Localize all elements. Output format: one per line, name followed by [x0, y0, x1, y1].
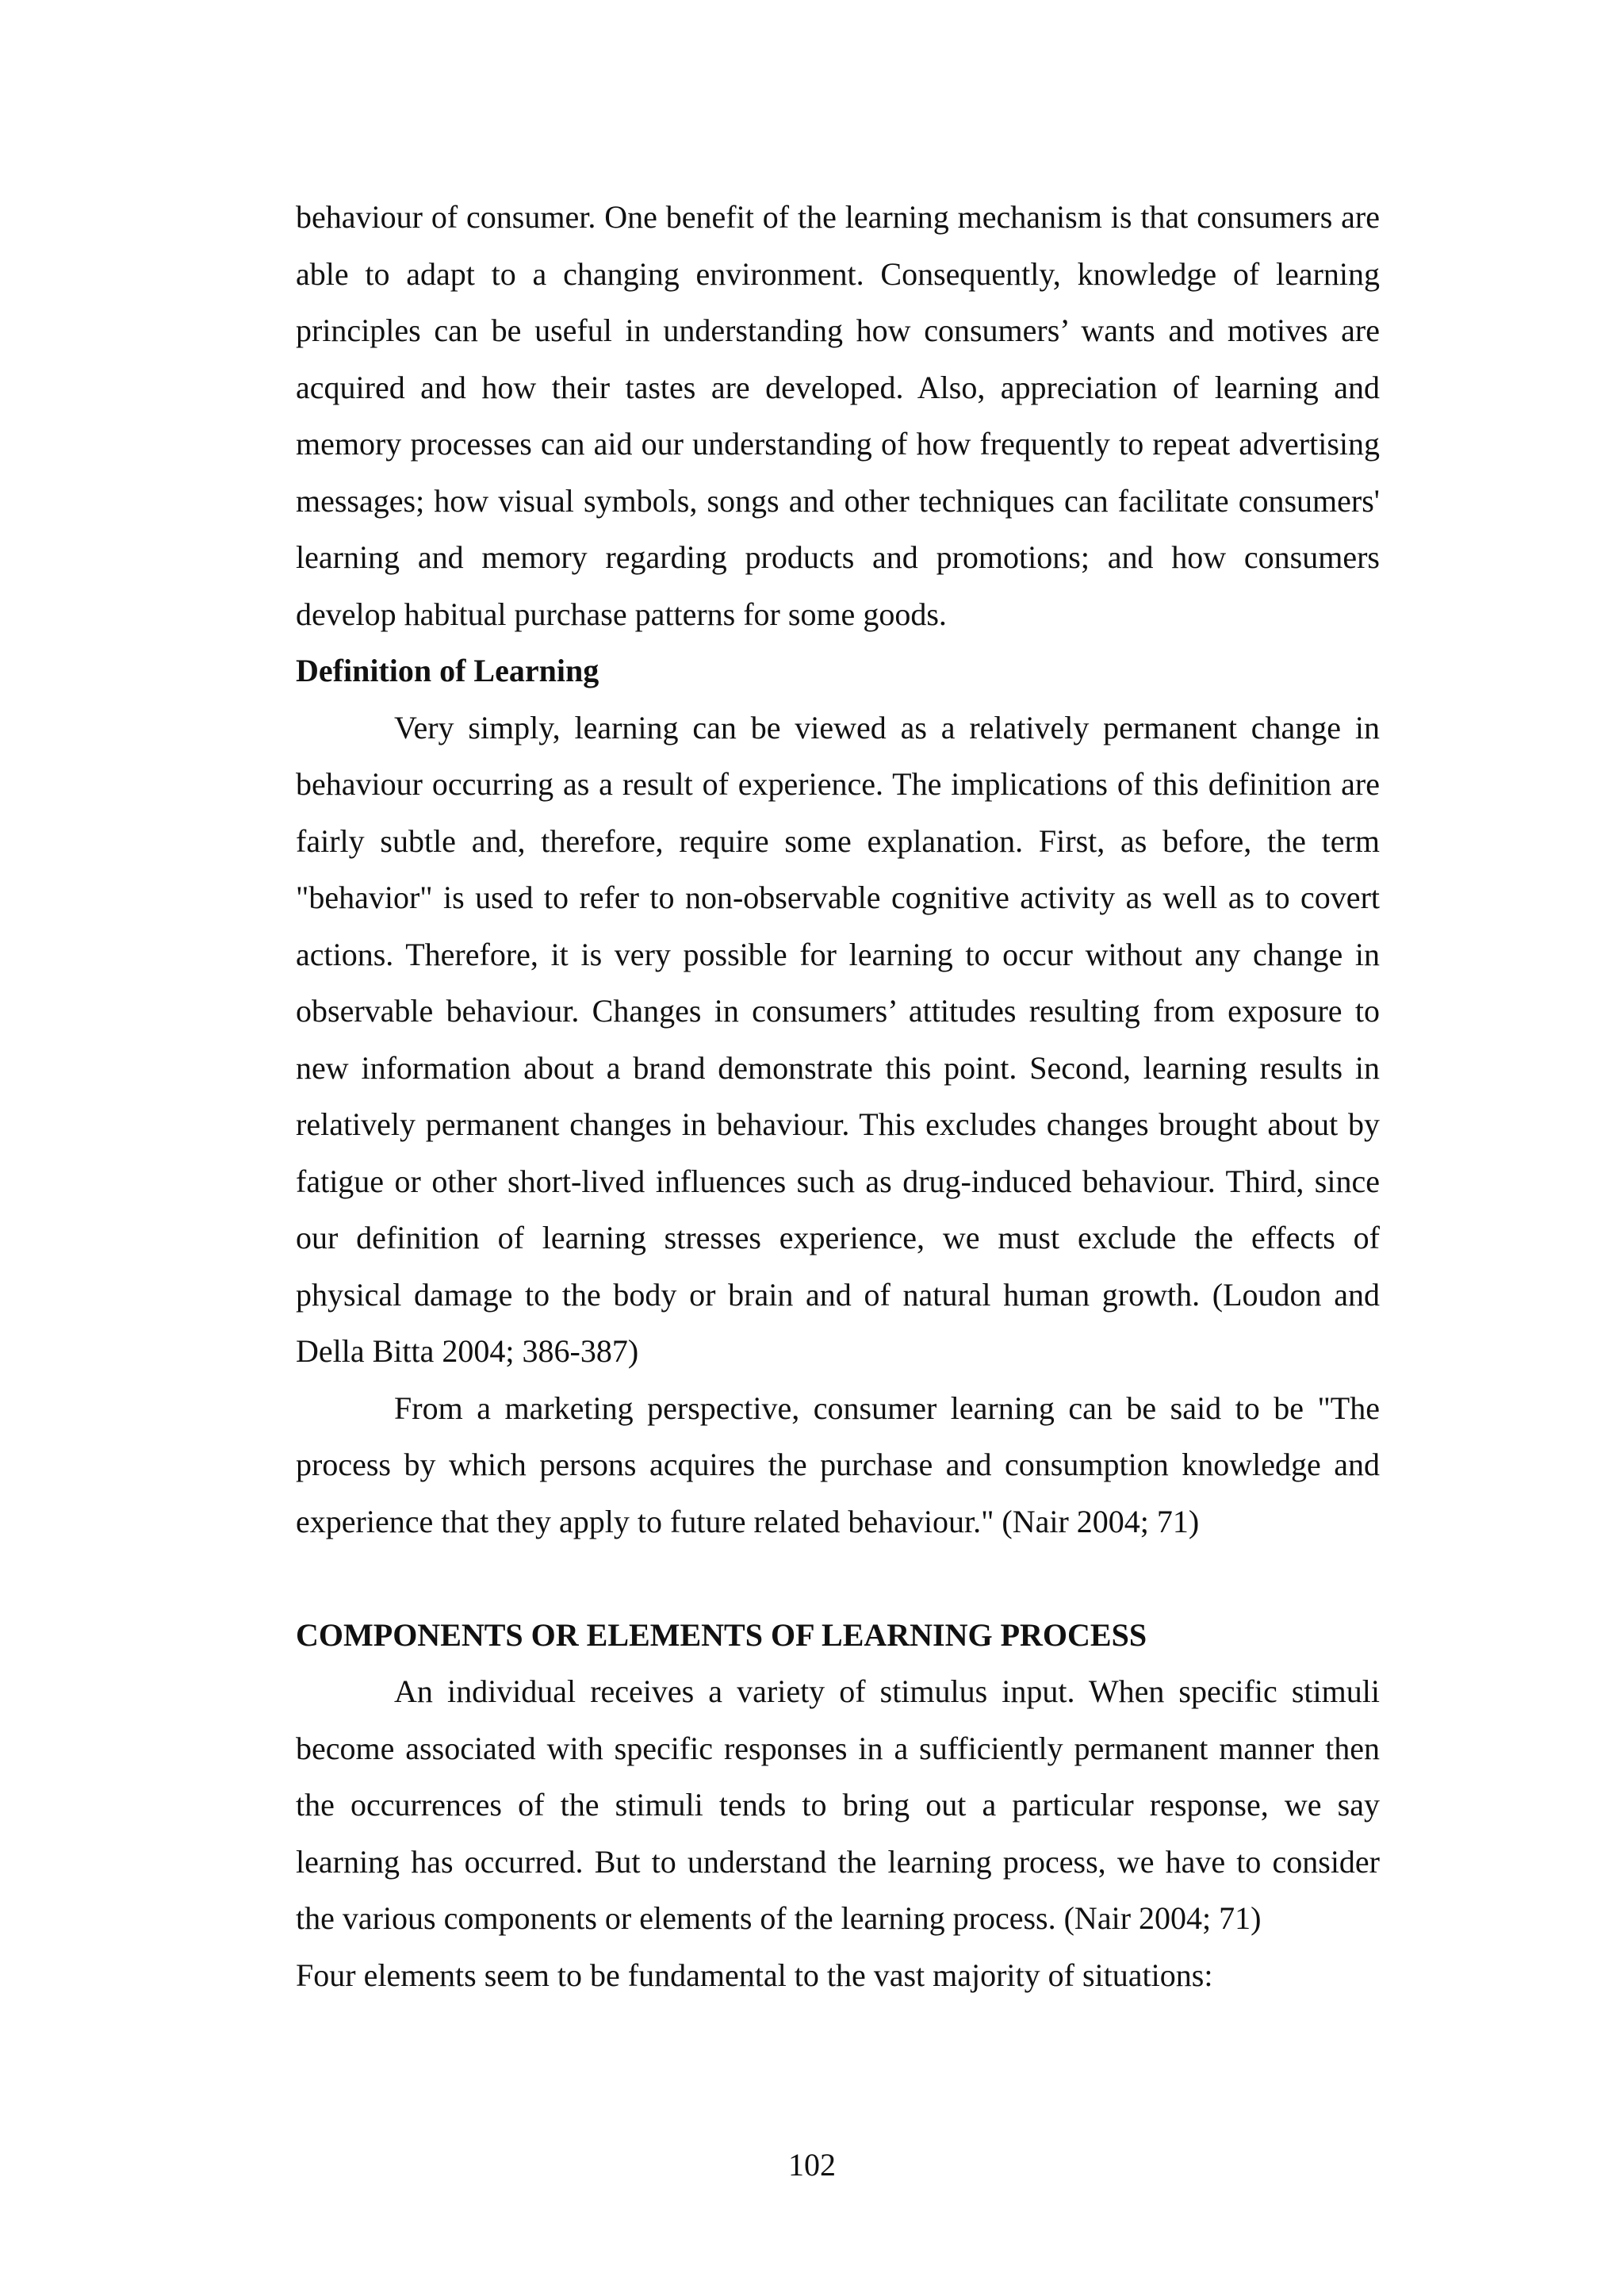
definition-heading: Definition of Learning [296, 653, 599, 688]
page-body [296, 189, 1380, 2003]
section-gap [296, 1550, 1380, 1607]
definition-paragraph: Very simply, learning can be viewed as a relatively permanent change in behaviour occurring as a result of experience. The implications of this definition are fairly subtle and, therefore, require some explanation. First, as before, the term "behavior" is used to refer to non-observable cognitive activity as well as to covert actions. Therefore, it is very possible for learning to occur without any change in observable behaviour. Changes in consumers’ attitudes resulting from exposure to new information about a brand demonstrate this point. Second, learning results in relatively permanent changes in behaviour. This excludes changes brought about by fatigue or other short-lived influences such as drug-induced behaviour. Third, since our definition of learning stresses experience, we must exclude the effects of physical damage to the body or brain and of natural human growth. (Loudon and Della Bitta 2004; 386-387) [296, 709, 1380, 1369]
marketing-paragraph: From a marketing perspective, consumer learning can be said to be "The process by which persons acquires the purchase and consumption knowledge and experience that they apply to future related behaviour." (Nair 2004; 71) [296, 1389, 1380, 1539]
four-elements-line: Four elements seem to be fundamental to the vast majority of situations: [296, 1957, 1213, 1993]
intro-paragraph: behaviour of consumer. One benefit of the learning mechanism is that consumers are able to adapt to a changing environment. Consequently, knowledge of learning principles can be useful in understanding how consumers’ wants and motives are acquired and how their tastes are developed. Also, appreciation of learning and memory processes can aid our understanding of how frequently to repeat advertising messages; how visual symbols, songs and other techniques can facilitate consumers' learning and memory regarding products and promotions; and how consumers develop habitual purchase patterns for some goods. [296, 199, 1380, 632]
components-paragraph: An individual receives a variety of stimulus input. When specific stimuli become associated with specific responses in a sufficiently permanent manner then the occurrences of the stimuli tends to bring out a particular response, we say learning has occurred. But to understand the learning process, we have to consider the various components or elements of the learning process. (Nair 2004; 71) [296, 1673, 1380, 1936]
components-heading: COMPONENTS OR ELEMENTS OF LEARNING PROCESS [296, 1616, 1147, 1653]
page-number: 102 [788, 2147, 836, 2183]
